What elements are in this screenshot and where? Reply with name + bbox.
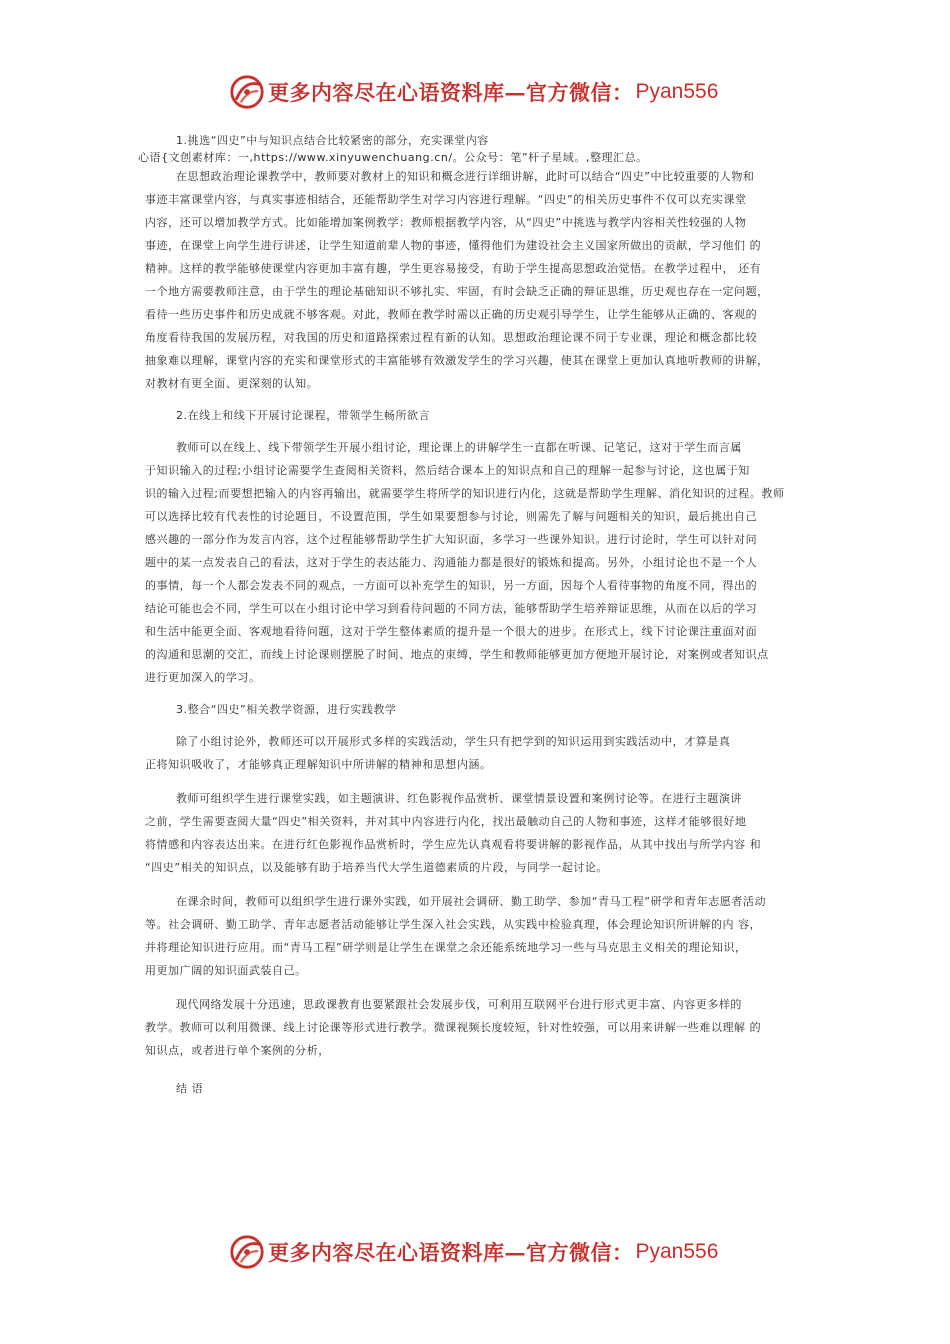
footer-banner: [228, 1232, 718, 1272]
paragraph-line: 角度看待我国的发展历程，对我国的历史和道路探索过程有新的认知。思想政治理论课不同于专业课，理论和概念都比较: [145, 331, 758, 344]
paragraph-line: 将情感和内容表达出来。在进行红色影视作品赏析时，学生应先认真观看将要讲解的影视作品，从其中找出与所学内容 和: [145, 838, 762, 851]
paragraph-line: 用更加广阔的知识面武装自己。: [145, 964, 307, 977]
source-line: 心语{文创素材库：一,https://www.xinyuwenchuang.cn/。公众号：笔”杆子星域。,整理汇总。: [138, 151, 648, 164]
banner-wechat-id: Pyan556: [635, 1240, 719, 1263]
paragraph-line: 之前，学生需要查阅大量“四史”相关资料，并对其中内容进行内化，找出最触动自己的人物和事迹，这样才能够很好地: [145, 815, 747, 828]
banner-wechat-id: Pyan556: [635, 80, 719, 103]
header-banner: [228, 72, 718, 112]
paragraph-line: 内容，还可以增加教学方式。比如能增加案例教学：教师根据教学内容，从“四史”中挑选与教学内容相关性较强的人物: [145, 216, 747, 229]
paragraph-line: 知识点，或者进行单个案例的分析，: [145, 1044, 330, 1057]
paragraph-line: 教师可以在线上、线下带领学生开展小组讨论，理论课上的讲解学生一直都在听课、记笔记，这对于学生而言属: [176, 441, 742, 454]
paragraph-line: 结论可能也会不同，学生可以在小组讨论中学习到看待问题的不同方法，能够帮助学生培养辩证思维，从而在以后的学习: [145, 602, 758, 615]
banner-text: 更多内容尽在心语资料库—官方微信：: [268, 1240, 634, 1265]
paragraph-line: 除了小组讨论外，教师还可以开展形式多样的实践活动，学生只有把学到的知识运用到实践活动中，才算是真: [176, 735, 731, 748]
paragraph-line: 感兴趣的一部分作为发言内容，这个过程能够帮助学生扩大知识面，多学习一些课外知识。进行讨论时，学生可以针对问: [145, 533, 758, 546]
paragraph-line: 精神。这样的教学能够使课堂内容更加丰富有趣，学生更容易接受，有助于学生提高思想政治觉悟。在教学过程中， 还有: [145, 262, 762, 275]
paragraph-line: 教师可组织学生进行课堂实践，如主题演讲、红色影视作品赏析、课堂情景设置和案例讨论等。在进行主题演讲: [176, 792, 742, 805]
brand-logo-icon: [228, 73, 266, 111]
paragraph-line: 在思想政治理论课教学中，教师要对教材上的知识和概念进行详细讲解，此时可以结合“四史”中比较重要的人物和: [176, 170, 755, 183]
paragraph-line: 看待一些历史事件和历史成就不够客观。对此，教师在教学时需以正确的历史观引导学生，让学生能够从正确的、客观的: [145, 308, 758, 321]
paragraph-line: 的事情，每一个人都会发表不同的观点，一方面可以补充学生的知识，另一方面，因每个人看待事物的角度不同，得出的: [145, 579, 758, 592]
paragraph-line: 可以选择比较有代表性的讨论题目，不设置范围，学生如果要想参与讨论，则需先了解与问题相关的知识，最后挑出自己: [145, 510, 758, 523]
paragraph-line: 的沟通和思潮的交汇，而线上讨论课则摆脱了时间、地点的束缚，学生和教师能够更加方便地开展讨论，对案例或者知识点: [145, 648, 769, 661]
paragraph-line: 正将知识吸收了，才能够真正理解知识中所讲解的精神和思想内涵。: [145, 758, 492, 771]
paragraph-line: “四史”相关的知识点，以及能够有助于培养当代大学生道德素质的片段，与同学一起讨论。: [145, 861, 608, 874]
paragraph-line: 并将理论知识进行应用。而“青马工程”研学则是让学生在课堂之余还能系统地学习一些与马克思主义相关的理论知识，: [145, 941, 747, 954]
paragraph-line: 一个地方需要教师注意，由于学生的理论基础知识不够扎实、牢固，有时会缺乏正确的辩证思维，历史观也存在一定问题，: [145, 285, 769, 298]
paragraph-line: 事迹丰富课堂内容，与真实事迹相结合，还能帮助学生对学习内容进行理解。“四史”的相关历史事件不仅可以充实课堂: [145, 193, 747, 206]
heading-line: 3.整合“四史”相关教学资源，进行实践教学: [176, 703, 397, 716]
heading-line: 1.挑选“四史”中与知识点结合比较紧密的部分，充实课堂内容: [176, 134, 489, 147]
paragraph-line: 教学。教师可以利用微课、线上讨论课等形式进行教学。微课视频长度较短，针对性较强，可以用来讲解一些难以理解 的: [145, 1021, 762, 1034]
paragraph-line: 题中的某一点发表自己的看法，这对于学生的表达能力、沟通能力都是很好的锻炼和提高。另外，小组讨论也不是一个人: [145, 556, 758, 569]
paragraph-line: 在课余时间，教师可以组织学生进行课外实践，如开展社会调研、勤工助学、参加“青马工程”研学和青年志愿者活动: [176, 895, 766, 908]
paragraph-line: 于知识输入的过程;小组讨论需要学生查阅相关资料，然后结合课本上的知识点和自己的理解一起参与讨论，这也属于知: [145, 464, 750, 477]
paragraph-line: 识的输入过程;而要想把输入的内容再输出，就需要学生将所学的知识进行内化，这就是帮助学生理解、消化知识的过程。教师: [145, 487, 785, 500]
banner-text: 更多内容尽在心语资料库—官方微信：: [268, 80, 634, 105]
heading-line: 2.在线上和线下开展讨论课程，带领学生畅所欲言: [176, 409, 431, 422]
paragraph-line: 等。社会调研、勤工助学、青年志愿者活动能够让学生深入社会实践，从实践中检验真理，体会理论知识所讲解的内 容，: [145, 918, 762, 931]
paragraph-line: 现代网络发展十分迅速，思政课教育也要紧跟社会发展步伐，可利用互联网平台进行形式更丰富、内容更多样的: [176, 998, 742, 1011]
paragraph-line: 和生活中能更全面、客观地看待问题，这对于学生整体素质的提升是一个很大的进步。在形式上，线下讨论课注重面对面: [145, 625, 758, 638]
brand-logo-icon: [228, 1233, 266, 1271]
paragraph-line: 事迹，在课堂上向学生进行讲述，让学生知道前辈人物的事迹，懂得他们为建设社会主义国家所做出的贡献，学习他们 的: [145, 239, 762, 252]
heading-line: 结 语: [176, 1082, 204, 1095]
paragraph-line: 抽象难以理解，课堂内容的充实和课堂形式的丰富能够有效激发学生的学习兴趣，使其在课堂上更加认真地听教师的讲解，: [145, 354, 769, 367]
paragraph-line: 进行更加深入的学习。: [145, 671, 261, 684]
paragraph-line: 对教材有更全面、更深刻的认知。: [145, 377, 319, 390]
